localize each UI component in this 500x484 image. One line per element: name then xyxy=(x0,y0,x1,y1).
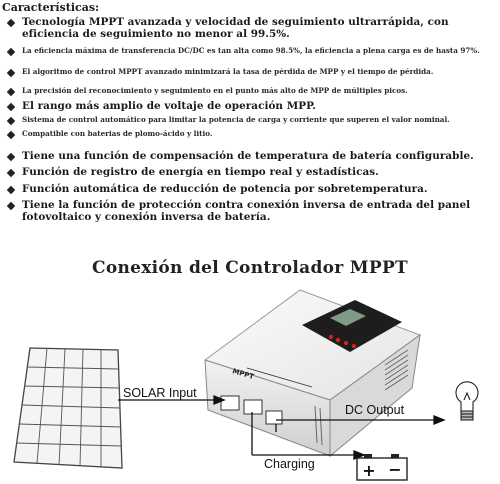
features-heading: Características: xyxy=(2,1,100,14)
battery-plus-sign: + xyxy=(362,461,376,480)
feature-text: El algoritmo de control MPPT avanzado minimizará la tasa de pérdida de MPP y el tiempo de pérdida. xyxy=(22,67,434,76)
lightbulb-icon xyxy=(456,382,478,420)
dc-output-label: DC Output xyxy=(345,403,405,417)
device-brand-label: MPPT xyxy=(231,367,255,381)
feature-text: Compatible con baterias de plomo-ácido y litio. xyxy=(22,129,213,138)
feature-text: Tiene una función de compensación de temperatura de batería configurable. xyxy=(22,150,474,162)
feature-text: La precisión del reconocimiento y seguimiento en el punto más alto de MPP de múltiples picos. xyxy=(22,86,408,95)
feature-text: El rango más amplio de voltaje de operación MPP. xyxy=(22,100,316,112)
solar-panel-icon xyxy=(14,348,122,468)
battery-minus-sign: − xyxy=(388,460,402,479)
charging-label: Charging xyxy=(264,457,315,471)
solar-input-label: SOLAR Input xyxy=(123,386,197,400)
feature-text: Tiene la función de protección contra conexión inversa de entrada del panel fotovoltaico y conexión inversa de batería. xyxy=(22,199,471,224)
feature-text: Función de registro de energía en tiempo real y estadísticas. xyxy=(22,166,379,178)
diagram-title: Conexión del Controlador MPPT xyxy=(91,258,409,278)
feature-text: Tecnología MPPT avanzada y velocidad de seguimiento ultrarrápida, con eficiencia de seguimiento no menor al 99.5%. xyxy=(22,16,449,41)
feature-text: Sistema de control automático para limitar la potencia de carga y corriente que superen el valor nominal. xyxy=(22,115,450,124)
feature-text: Función automática de reducción de potencia por sobretemperatura. xyxy=(22,183,428,195)
feature-text: La eficiencia máxima de transferencia DC/DC es tan alta como 98.5%, la eficiencia a plena carga es de hasta 97%. xyxy=(22,46,480,55)
